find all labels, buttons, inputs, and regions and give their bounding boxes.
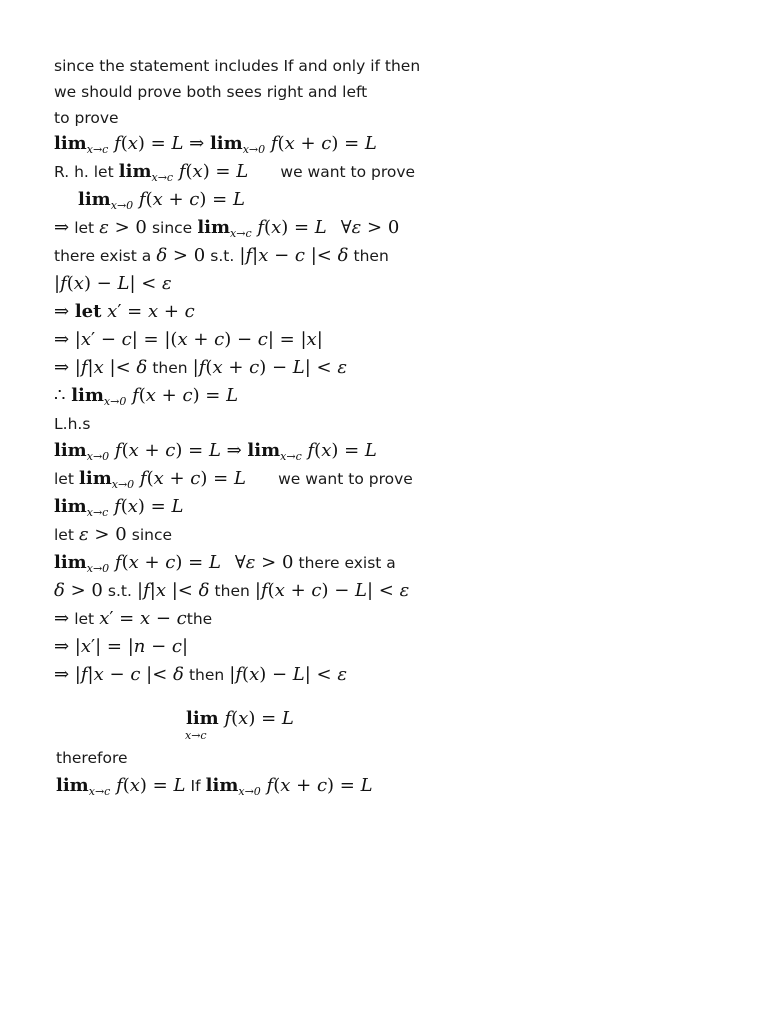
text-fragment: since [151,219,193,237]
math-line: ⇒ |f|x |< δ then |f(x + c) − L| < ε [54,357,348,378]
math-line: ∴ $\lim_{x\to 0} f(x + c) = L$ [54,385,239,408]
math-line: ⇒ let x′ = x − cthe [54,608,213,629]
text-fragment: R. h. let [54,163,114,181]
text-fragment: If [190,777,201,795]
display-equation: lim x→c f(x) = L [185,708,294,742]
math-line: there exist a δ > 0 s.t. |f|x − c |< δ then [54,245,389,266]
math-line: ⇒ |x′| = |n − c| [54,636,189,657]
math-line: δ > 0 s.t. |f|x |< δ then |f(x + c) − L| < ε [54,580,410,601]
math-line: ⇒ let ε > 0 since $\lim_{x\to c} f(x) = L$ ∀ε > 0 [54,217,400,240]
text-fragment: since [131,526,173,544]
text-fragment: then [152,359,188,377]
text-fragment: then [353,247,389,265]
math-line: ⇒ let x′ = x + c [54,301,195,322]
text-fragment: then [214,582,250,600]
text-fragment: the [186,610,213,628]
math-line: $\lim_{x\to 0} f(x + c) = L$ ⇒ $\lim_{x\to c} f(x) = L$ [54,440,377,463]
math-line: |f(x) − L| < ε [54,273,172,294]
text-fragment: then [188,666,225,684]
text-line: to prove [54,109,119,127]
text-fragment: we want to prove [280,163,416,181]
math-line: $\lim_{x\to 0} f(x + c) = L$ [78,189,245,212]
math-line: $\lim_{x\to 0} f(x + c) = L$ ∀ε > 0 there exist a [54,552,396,575]
math-line: let $\lim_{x\to 0} f(x + c) = L$ we want to prove [54,468,413,491]
math-line: $\lim_{x\to c} f(x) = L$ [54,496,184,519]
text-fragment: there exist a [298,554,396,572]
text-fragment: let [74,610,95,628]
text-fragment: let [74,219,95,237]
math-line: $\lim_{x\to c} f(x) = L$ ⇒ $\lim_{x\to 0} f(x + c) = L$ [54,133,377,156]
text-fragment: we want to prove [278,470,413,488]
math-line: R. h. let $\lim_{x\to c} f(x) = L$ we want to prove [54,161,416,184]
text-fragment: there exist a [54,247,152,265]
text-fragment: let [54,526,74,544]
math-line: $\lim_{x\to c} f(x) = L$ If $\lim_{x\to 0} f(x + c) = L$ [56,775,373,798]
text-line: L.h.s [54,415,91,433]
math-line: ⇒ |f|x − c |< δ then |f(x) − L| < ε [54,664,348,685]
text-fragment: s.t. [210,247,235,265]
text-line: since the statement includes If and only if then [54,57,421,75]
math-line: ⇒ |x′ − c| = |(x + c) − c| = |x| [54,329,323,350]
text-line: therefore [56,749,128,767]
text-fragment: s.t. [107,582,132,600]
math-line: let ε > 0 since [54,524,173,545]
text-line: we should prove both sees right and left [54,83,368,101]
text-fragment: let [54,470,74,488]
